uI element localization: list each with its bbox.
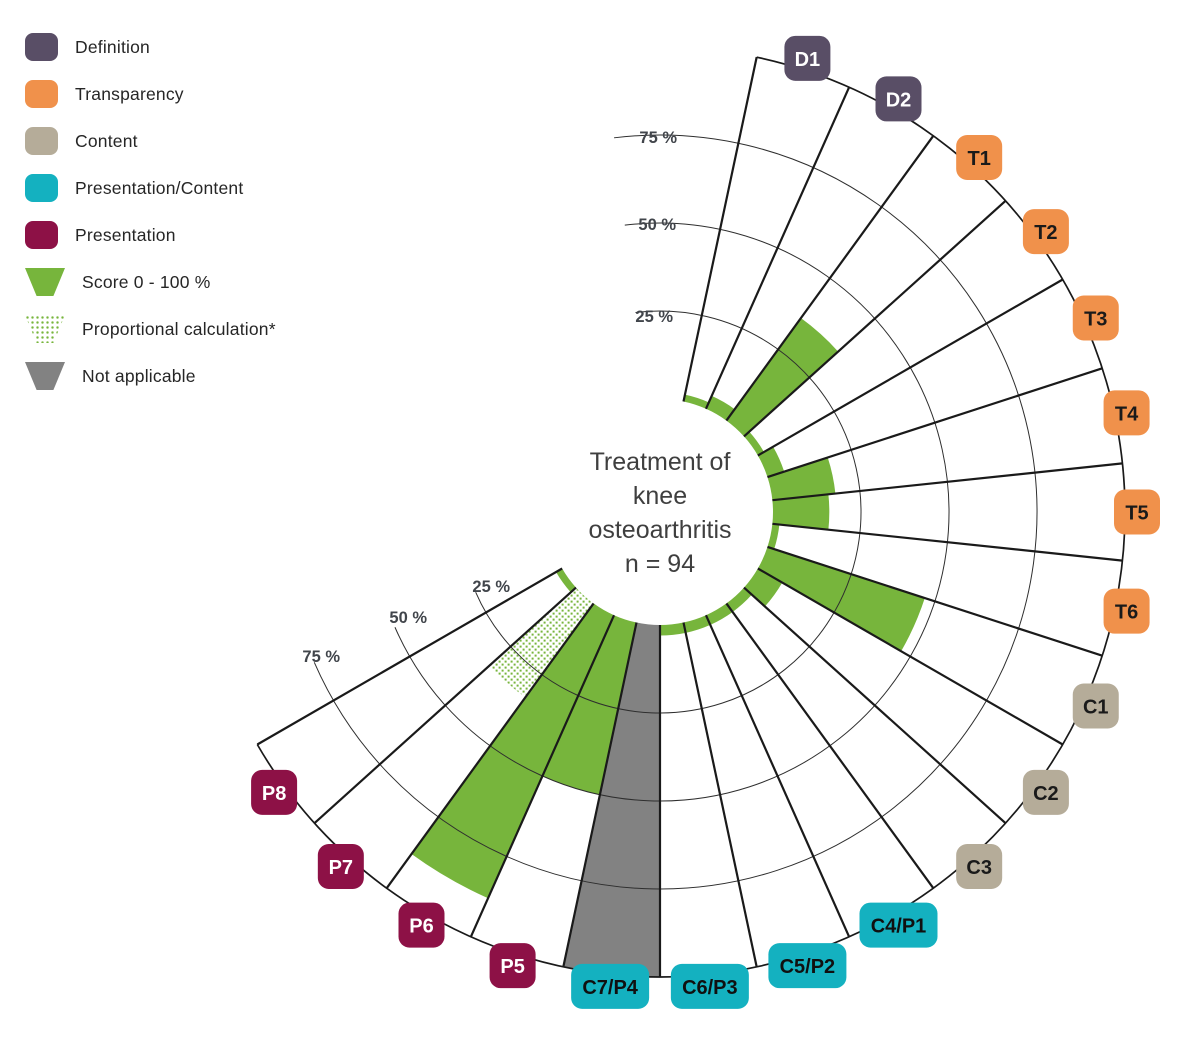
axis-tick-lower-25: 25 % [472,578,510,596]
axis-tick-upper-75: 75 % [639,129,677,147]
legend-item-0 [25,33,276,61]
legend-item-4 [25,221,276,249]
chart-center-title [588,445,731,581]
legend-swatch-7 [25,362,65,390]
legend-item-6 [25,315,276,343]
legend-label-2: Content [75,130,138,151]
sector-label-T1: T1 [967,148,991,171]
axis-tick-lower-50: 50 % [389,609,427,627]
sector-label-P6: P6 [409,915,434,938]
center-title-line-3: osteoarthritis [588,516,732,544]
legend-label-3: Presentation/Content [75,177,244,198]
legend-item-3 [25,174,276,202]
axis-tick-lower-75: 75 % [302,648,340,666]
legend-swatch-0 [25,33,58,61]
axis-tick-upper-25: 25 % [635,308,673,326]
sector-boundary-72deg [767,368,1102,477]
legend-swatch-5 [25,268,65,296]
sector-label-C3: C3 [966,856,992,879]
legend-label-7: Not applicable [82,365,196,386]
sector-label-P8: P8 [261,782,287,805]
sector-label-T2: T2 [1034,222,1058,245]
legend-label-1: Transparency [75,83,184,104]
sector-label-P5: P5 [500,956,525,979]
sector-label-D1: D1 [794,48,821,71]
sector-boundary-168deg [683,623,756,967]
sector-label-T4: T4 [1114,403,1139,426]
sector-label-D2: D2 [885,89,912,112]
legend-swatch-2 [25,127,58,155]
axis-tick-upper-50: 50 % [638,216,676,234]
sector-label-C7-P4: C7/P4 [582,976,638,999]
sector-label-P7: P7 [328,856,354,879]
sector-label-T5: T5 [1125,502,1149,525]
sector-boundary-36deg [726,136,933,421]
legend-label-5: Score 0 - 100 % [82,271,211,292]
legend-item-7 [25,362,276,390]
legend-swatch-4 [25,221,58,249]
sector-label-T6: T6 [1114,601,1139,624]
sector-boundary-96deg [772,524,1122,561]
legend-label-0: Definition [75,36,150,57]
legend-label-6: Proportional calculation* [82,318,276,339]
legend-item-1 [25,80,276,108]
legend [25,33,276,390]
center-sample-size: n = 94 [624,550,696,578]
sector-label-C2: C2 [1033,782,1059,805]
sector-label-C4-P1: C4/P1 [870,915,927,938]
sector-boundary-12deg [683,57,756,401]
sector-label-C1: C1 [1082,696,1109,719]
legend-swatch-1 [25,80,58,108]
center-title-line-2: knee [632,482,688,510]
sector-label-C6-P3: C6/P3 [682,976,738,999]
sector-label-C5-P2: C5/P2 [779,956,836,979]
legend-swatch-6 [25,315,65,343]
legend-item-2 [25,127,276,155]
legend-swatch-3 [25,174,58,202]
legend-item-5 [25,268,276,296]
legend-label-4: Presentation [75,224,176,245]
sector-label-T3: T3 [1084,308,1108,331]
center-title-line-1: Treatment of [589,448,731,476]
